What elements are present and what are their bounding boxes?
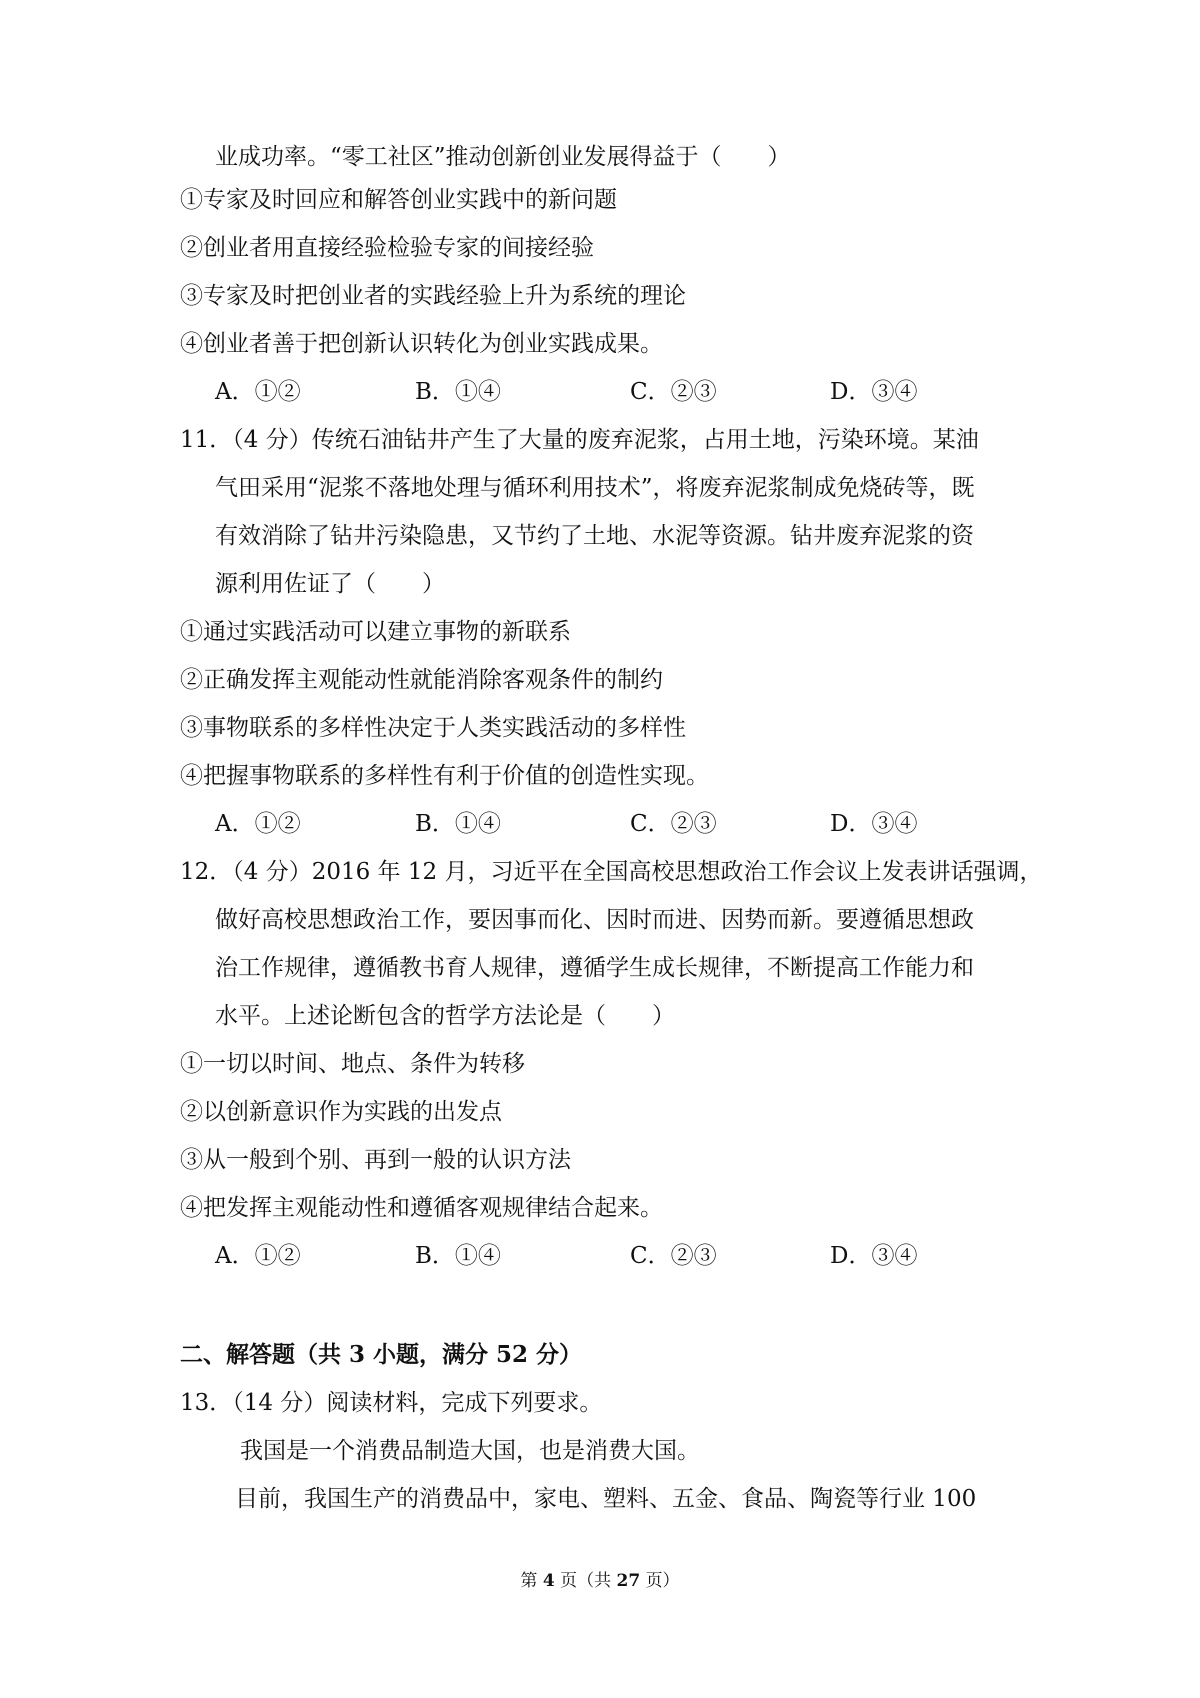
q12-stem-line-3: 治工作规律，遵循教书育人规律，遵循学生成长规律，不断提高工作能力和: [215, 955, 974, 981]
q11-option-d: D．③④: [830, 811, 918, 837]
footer-suffix: 页）: [645, 1571, 680, 1591]
q12-stem-line-1: 12．（4 分）2016 年 12 月，习近平在全国高校思想政治工作会议上发表讲话强调，: [180, 859, 1043, 885]
q12-item-3: ③从一般到个别、再到一般的认识方法: [180, 1147, 571, 1173]
q10-option-c: C．②③: [630, 379, 717, 405]
footer-prefix: 第: [520, 1571, 538, 1591]
page-footer: [0, 1566, 1200, 1591]
q11-stem-line-2: 气田采用“泥浆不落地处理与循环利用技术”，将废弃泥浆制成免烧砖等，既: [215, 475, 975, 501]
footer-total-pages: 27: [616, 1571, 641, 1591]
q10-item-1: ①专家及时回应和解答创业实践中的新问题: [180, 187, 617, 213]
section-heading: 二、解答题（共 3 小题，满分 52 分）: [180, 1341, 583, 1368]
q11-stem-line-3: 有效消除了钻井污染隐患，又节约了土地、水泥等资源。钻井废弃泥浆的资: [215, 523, 974, 549]
q12-option-b: B．①④: [415, 1243, 501, 1269]
q11-stem-line-1: 11．（4 分）传统石油钻井产生了大量的废弃泥浆，占用土地，污染环境。某油: [180, 427, 979, 453]
q12-option-d: D．③④: [830, 1243, 918, 1269]
q10-item-3: ③专家及时把创业者的实践经验上升为系统的理论: [180, 283, 686, 309]
q12-item-4: ④把发挥主观能动性和遵循客观规律结合起来。: [180, 1195, 663, 1221]
q12-stem-line-2: 做好高校思想政治工作，要因事而化、因时而进、因势而新。要遵循思想政: [215, 907, 974, 933]
q11-item-4: ④把握事物联系的多样性有利于价值的创造性实现。: [180, 763, 709, 789]
q11-option-a: A．①②: [215, 811, 301, 837]
q10-item-4: ④创业者善于把创新认识转化为创业实践成果。: [180, 331, 663, 357]
q10-option-b: B．①④: [415, 379, 501, 405]
q10-item-2: ②创业者用直接经验检验专家的间接经验: [180, 235, 594, 261]
q12-item-2: ②以创新意识作为实践的出发点: [180, 1099, 502, 1125]
q11-item-1: ①通过实践活动可以建立事物的新联系: [180, 619, 571, 645]
q13-stem: 13．（14 分）阅读材料，完成下列要求。: [180, 1390, 603, 1416]
q11-option-c: C．②③: [630, 811, 717, 837]
q11-item-3: ③事物联系的多样性决定于人类实践活动的多样性: [180, 715, 686, 741]
q13-paragraph-2: 目前，我国生产的消费品中，家电、塑料、五金、食品、陶瓷等行业 100: [235, 1486, 977, 1512]
q10-option-a: A．①②: [215, 379, 301, 405]
q12-item-1: ①一切以时间、地点、条件为转移: [180, 1051, 525, 1077]
q12-stem-line-4: 水平。上述论断包含的哲学方法论是（ ）: [215, 1003, 675, 1029]
q10-stem-tail: 业成功率。“零工社区”推动创新创业发展得益于（ ）: [215, 144, 791, 170]
footer-page-number: 4: [542, 1571, 555, 1591]
q11-stem-line-4: 源利用佐证了（ ）: [215, 571, 445, 597]
q11-item-2: ②正确发挥主观能动性就能消除客观条件的制约: [180, 667, 663, 693]
q12-option-c: C．②③: [630, 1243, 717, 1269]
q13-paragraph-1: 我国是一个消费品制造大国，也是消费大国。: [240, 1438, 700, 1464]
q12-option-a: A．①②: [215, 1243, 301, 1269]
q10-option-d: D．③④: [830, 379, 918, 405]
footer-mid: 页（共: [560, 1571, 612, 1591]
q11-option-b: B．①④: [415, 811, 501, 837]
